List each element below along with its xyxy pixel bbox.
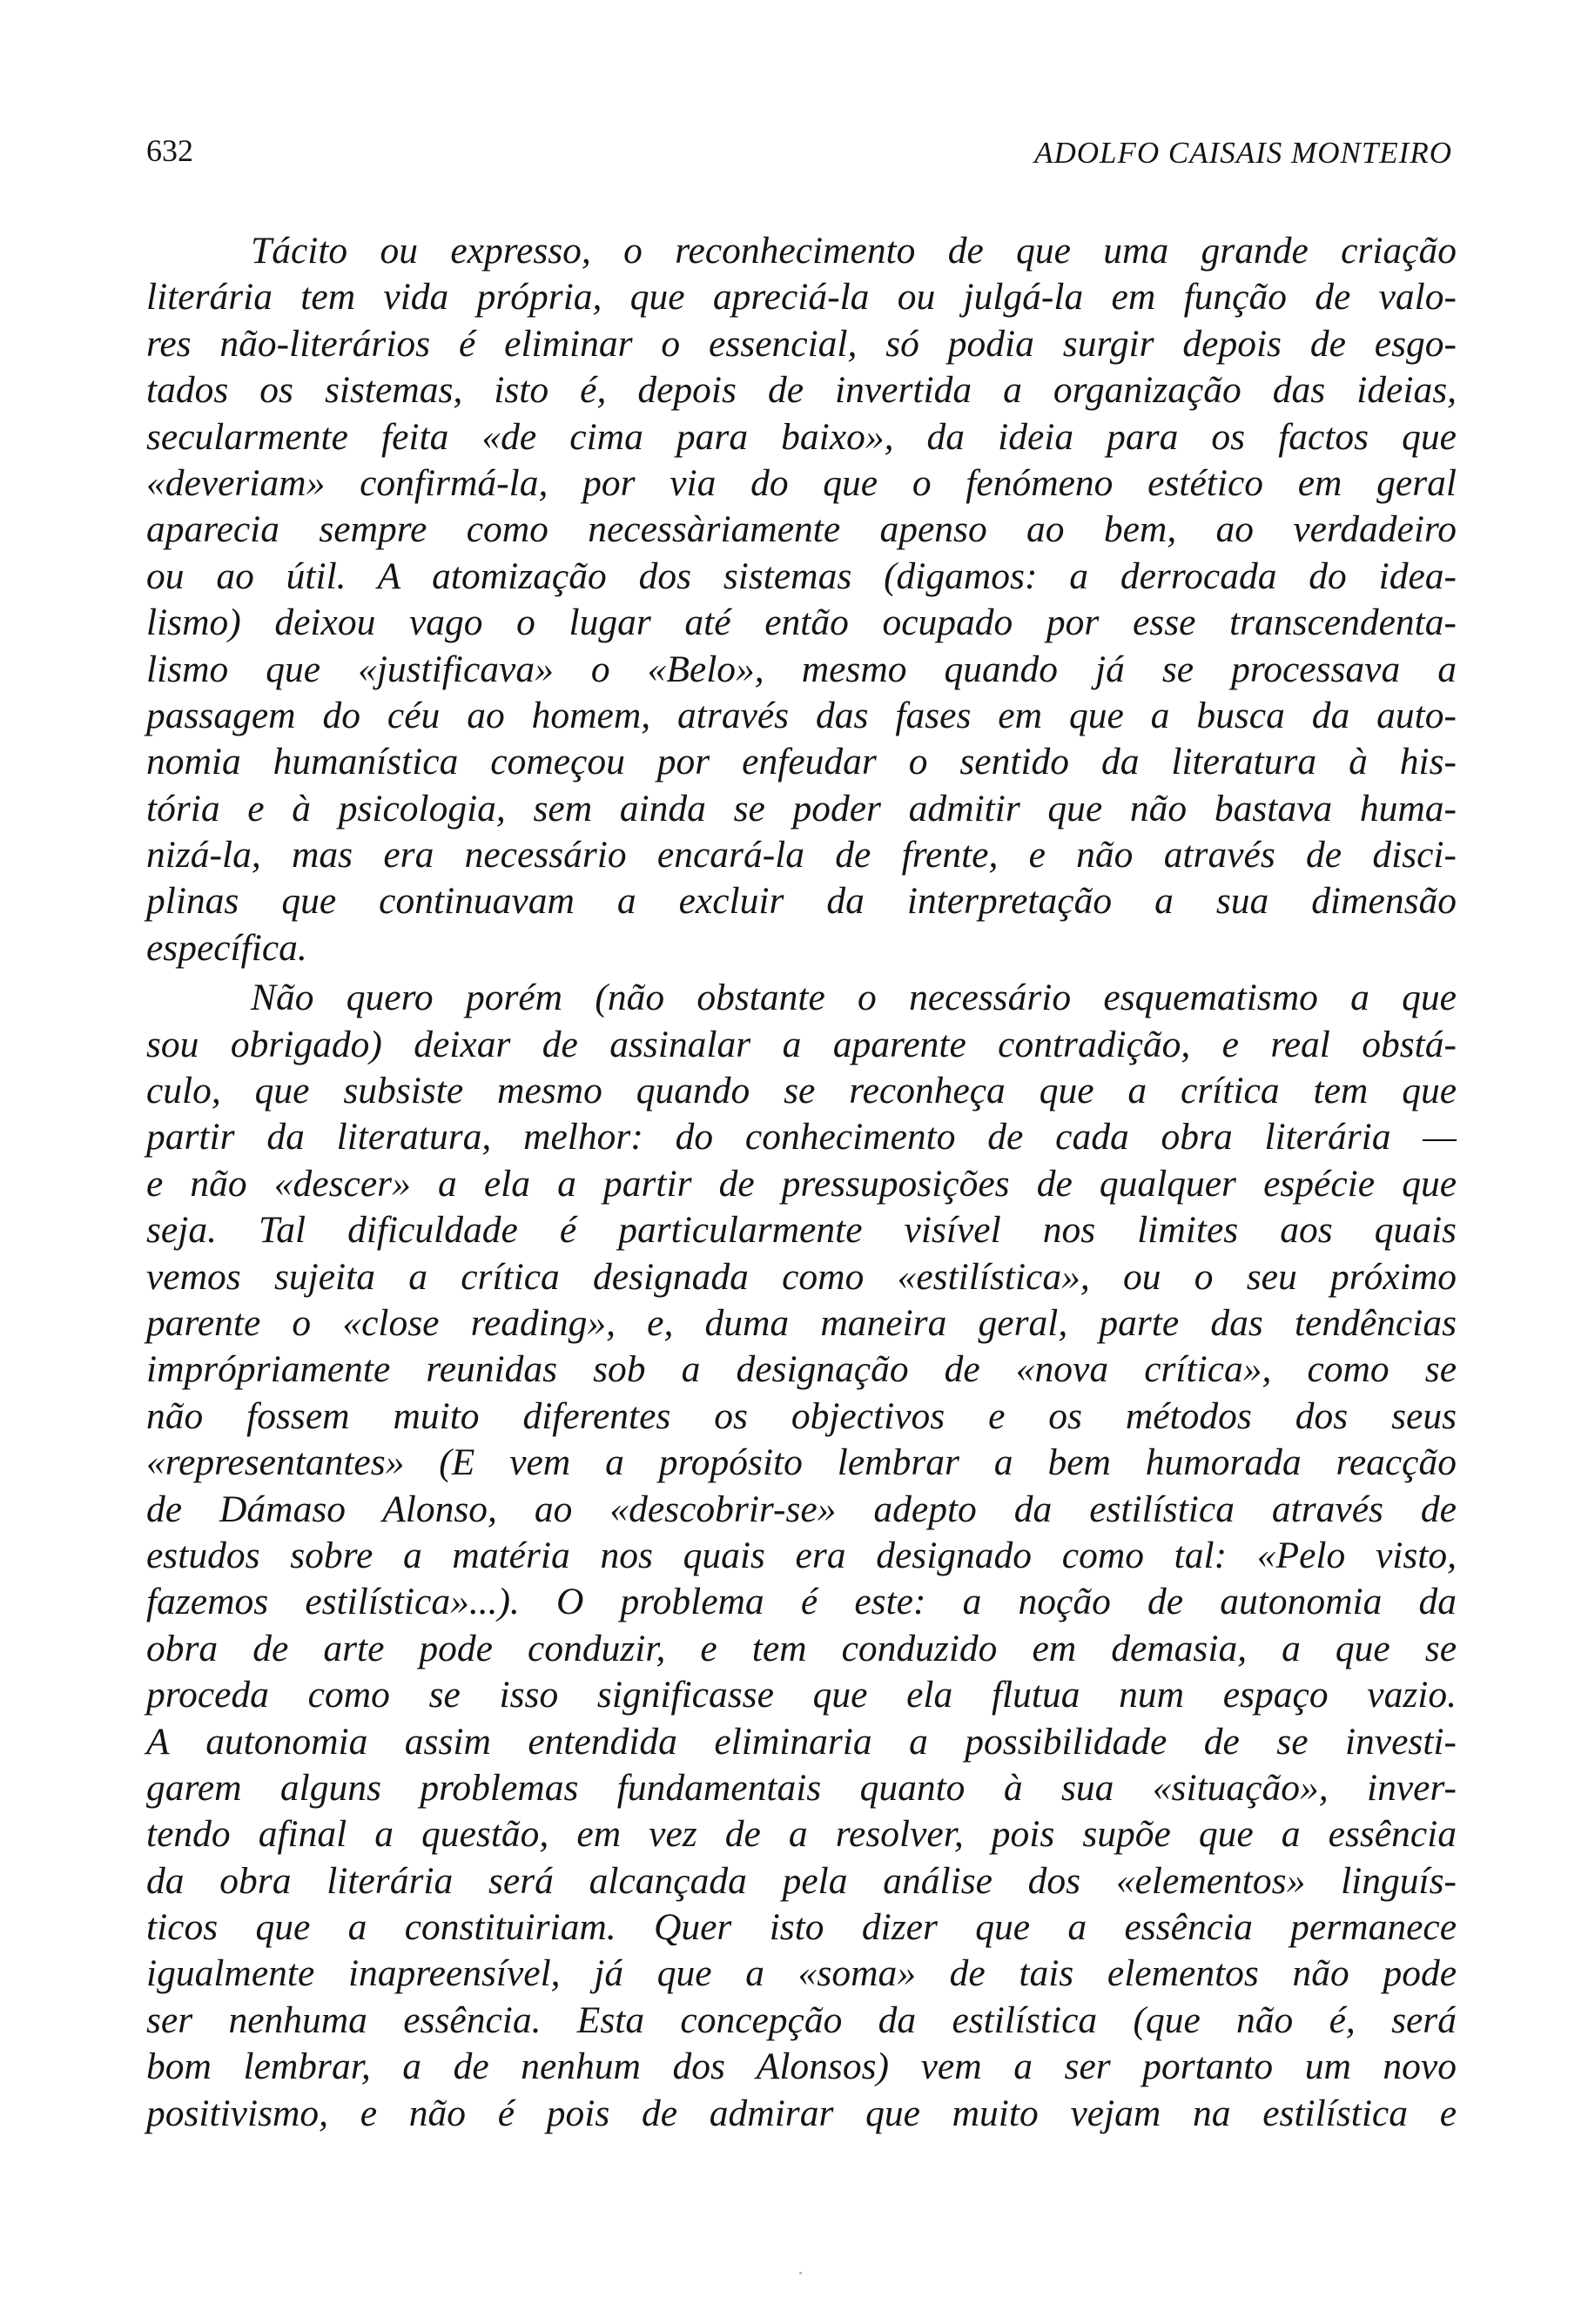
text-line: obra de arte pode conduzir, e tem conduzido em demasia, a que se [146, 1627, 1457, 1669]
text-line: res não-literários é eliminar o essencial, só podia surgir depois de esgo- [146, 322, 1457, 365]
text-line: da obra literária será alcançada pela análise dos «elementos» linguís- [146, 1859, 1457, 1902]
body-text [146, 228, 1457, 2137]
text-line: ou ao útil. A atomização dos sistemas (digamos: a derrocada do idea- [146, 554, 1457, 597]
text-line: aparecia sempre como necessàriamente apenso ao bem, ao verdadeiro [146, 508, 1457, 551]
text-line: lismo que «justificava» o «Belo», mesmo quando já se processava a [146, 648, 1457, 690]
text-line: vemos sujeita a crítica designada como «estilística», ou o seu próximo [146, 1255, 1457, 1298]
text-line: e não «descer» a ela a partir de pressuposições de qualquer espécie que [146, 1162, 1457, 1205]
text-line: «representantes» (E vem a propósito lembrar a bem humorada reacção [146, 1441, 1457, 1484]
scan-speck [799, 2272, 802, 2274]
text-line: fazemos estilística»...). O problema é este: a noção de autonomia da [146, 1581, 1457, 1623]
text-line: de Dámaso Alonso, ao «descobrir-se» adepto da estilística através de [146, 1488, 1457, 1530]
text-line: nomia humanística começou por enfeudar o sentido da literatura à his- [146, 741, 1457, 783]
text-line: tendo afinal a questão, em vez de a resolver, pois supõe que a essência [146, 1813, 1457, 1856]
text-line: tados os sistemas, isto é, depois de invertida a organização das ideias, [146, 369, 1457, 412]
text-line: específica. [146, 926, 307, 969]
text-line: literária tem vida própria, que apreciá-la ou julgá-la em função de valo- [146, 276, 1457, 319]
text-line: ticos que a constituiriam. Quer isto dizer que a essência permanece [146, 1906, 1457, 1949]
text-line: secularmente feita «de cima para baixo», da ideia para os factos que [146, 415, 1457, 458]
text-line: bom lembrar, a de nenhum dos Alonsos) vem a ser portanto um novo [146, 2045, 1457, 2088]
text-line: partir da literatura, melhor: do conhecimento de cada obra literária — [146, 1116, 1457, 1159]
paragraph-1 [146, 228, 1457, 971]
text-line: sou obrigado) deixar de assinalar a aparente contradição, e real obstá- [146, 1023, 1457, 1065]
text-line: A autonomia assim entendida eliminaria a possibilidade de se investi- [146, 1720, 1457, 1763]
text-line: imprópriamente reunidas sob a designação de «nova crítica», como se [146, 1348, 1457, 1391]
text-line: proceda como se isso significasse que ela flutua num espaço vazio. [146, 1674, 1457, 1716]
paragraph-2 [146, 975, 1457, 2137]
text-line: igualmente inapreensível, já que a «soma» de tais elementos não pode [146, 1952, 1457, 1995]
page-header [146, 132, 1452, 185]
page-number: 632 [146, 133, 193, 168]
text-line: parente o «close reading», e, duma maneira geral, parte das tendências [146, 1301, 1457, 1344]
text-line: lismo) deixou vago o lugar até então ocupado por esse transcendenta- [146, 601, 1457, 644]
text-line: não fossem muito diferentes os objectivos e os métodos dos seus [146, 1394, 1457, 1437]
text-line: Não quero porém (não obstante o necessário esquematismo a que [251, 977, 1457, 1019]
text-line: seja. Tal dificuldade é particularmente visível nos limites aos quais [146, 1209, 1457, 1252]
text-line: positivismo, e não é pois de admirar que muito vejam na estilística e [146, 2092, 1457, 2134]
text-line: tória e à psicologia, sem ainda se poder admitir que não bastava huma- [146, 787, 1457, 830]
text-line: plinas que continuavam a excluir da interpretação a sua dimensão [146, 880, 1457, 923]
text-line: ser nenhuma essência. Esta concepção da estilística (que não é, será [146, 1998, 1457, 2041]
text-line: nizá-la, mas era necessário encará-la de frente, e não através de disci- [146, 834, 1457, 877]
text-line: Tácito ou expresso, o reconhecimento de que uma grande criação [251, 230, 1457, 272]
running-head: ADOLFO CAISAIS MONTEIRO [1034, 136, 1452, 170]
text-line: passagem do céu ao homem, através das fases em que a busca da auto- [146, 694, 1457, 736]
text-line: «deveriam» confirmá-la, por via do que o fenómeno estético em geral [146, 461, 1457, 504]
text-line: garem alguns problemas fundamentais quanto à sua «situação», inver- [146, 1766, 1457, 1809]
text-line: culo, que subsiste mesmo quando se reconheça que a crítica tem que [146, 1070, 1457, 1112]
text-line: estudos sobre a matéria nos quais era designado como tal: «Pelo visto, [146, 1534, 1457, 1576]
